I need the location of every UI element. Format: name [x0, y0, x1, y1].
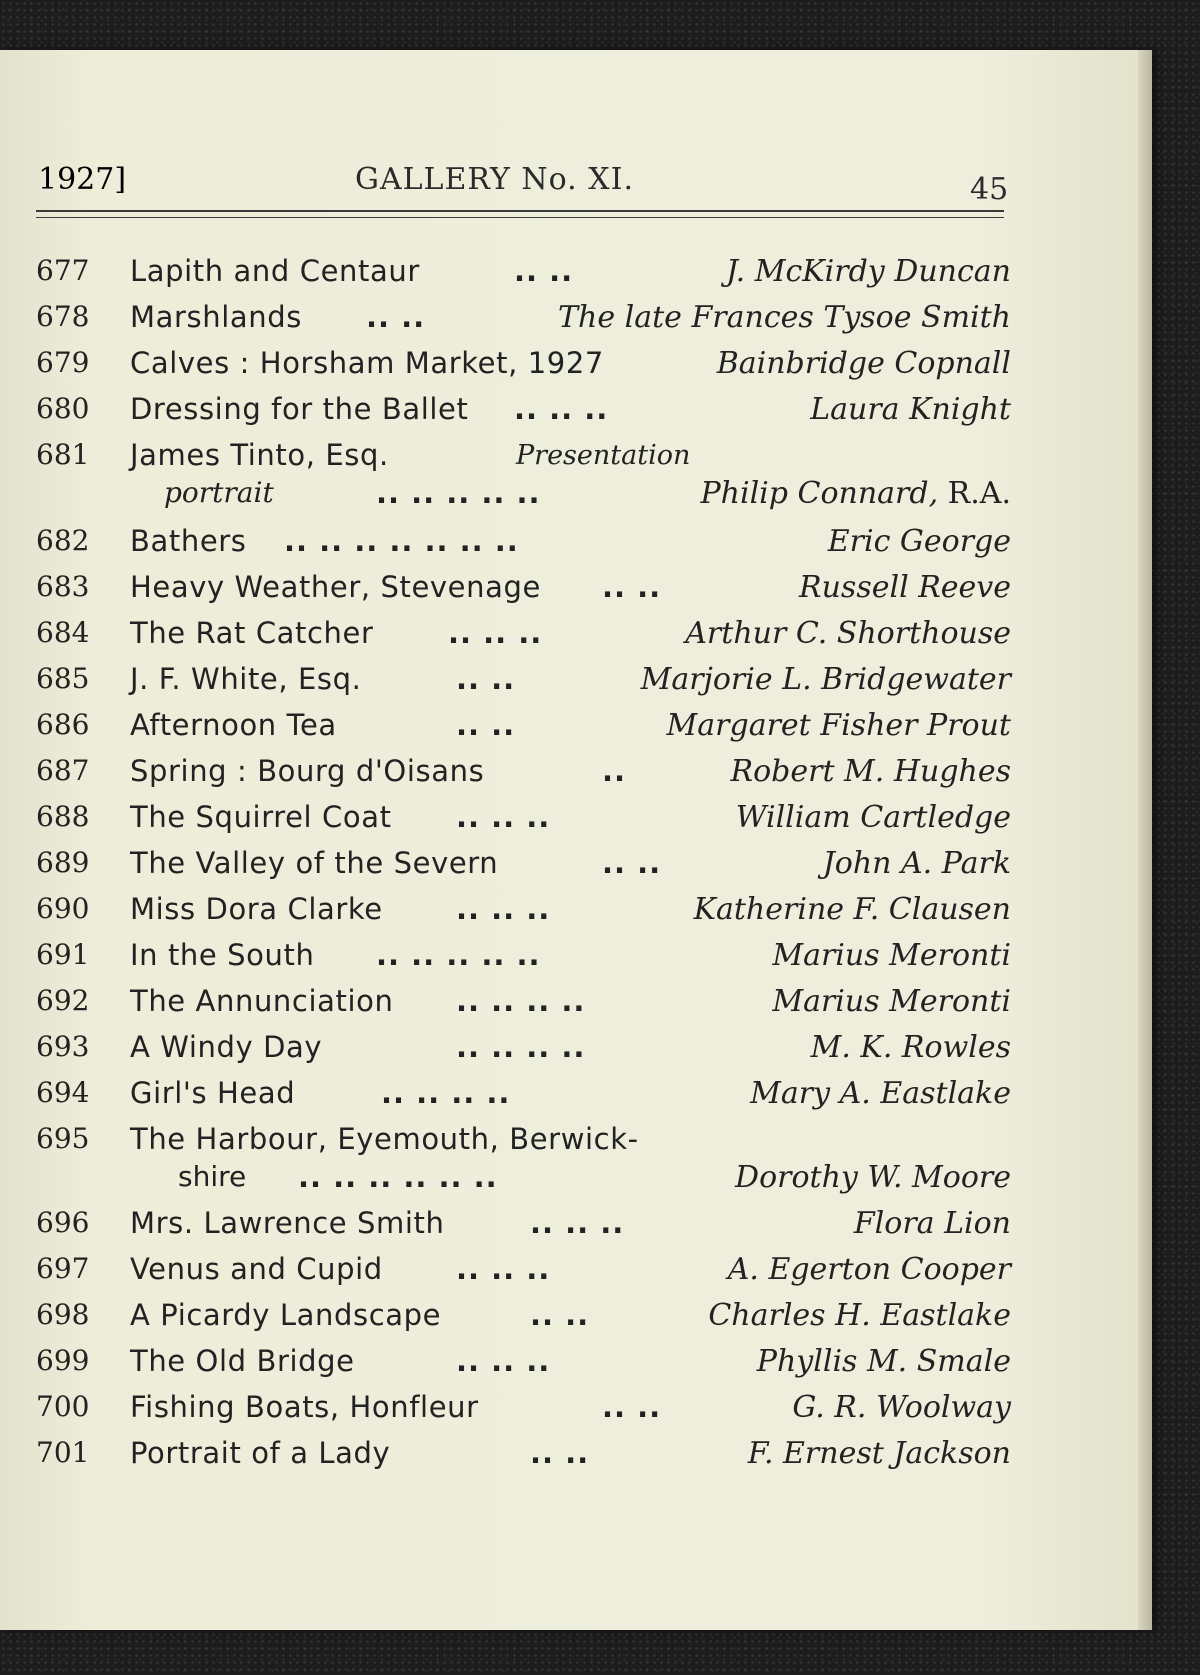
work-title: Portrait of a Lady: [130, 1436, 391, 1470]
list-item: [36, 662, 1011, 702]
dot-leader: .. ..: [456, 708, 516, 742]
dot-leader: .. .. ..: [456, 800, 551, 834]
artist-honour: R.A.: [947, 476, 1011, 511]
work-title: Miss Dora Clarke: [130, 892, 383, 926]
catalogue-number: 677: [36, 254, 90, 287]
catalogue-number: 693: [36, 1030, 90, 1063]
work-title-continuation: portrait: [164, 476, 274, 509]
list-item: [36, 1206, 1011, 1246]
artist-name: J. McKirdy Duncan: [725, 254, 1011, 289]
artist-name: A. Egerton Cooper: [727, 1252, 1011, 1287]
artist-name: Flora Lion: [853, 1206, 1011, 1241]
catalogue-number: 678: [36, 300, 90, 333]
dot-leader: .. ..: [530, 1298, 590, 1332]
catalogue-number: 681: [36, 438, 90, 471]
artist-name: Laura Knight: [810, 392, 1011, 427]
work-note: Presentation: [516, 440, 691, 471]
dot-leader: .. ..: [602, 1390, 662, 1424]
artist-name: Marius Meronti: [772, 984, 1011, 1019]
dot-leader: .. ..: [456, 662, 516, 696]
catalogue-number: 691: [36, 938, 90, 971]
dot-leader: .. .. .. .. .. .. ..: [284, 524, 519, 558]
catalogue-number: 689: [36, 846, 90, 879]
list-item: [36, 938, 1011, 978]
catalogue-number: 688: [36, 800, 90, 833]
list-item: [36, 1076, 1011, 1116]
work-title: The Old Bridge: [130, 1344, 355, 1378]
list-item: [36, 754, 1011, 794]
artist-name: Eric George: [827, 524, 1011, 559]
work-title: The Squirrel Coat: [130, 800, 392, 834]
catalogue-number: 701: [36, 1436, 90, 1469]
artist-name: Marius Meronti: [772, 938, 1011, 973]
catalogue-number: 683: [36, 570, 90, 603]
list-item: [36, 1390, 1011, 1430]
page-number: 45: [970, 172, 1009, 207]
work-title: The Valley of the Severn: [130, 846, 499, 880]
work-title: A Windy Day: [130, 1030, 323, 1064]
dot-leader: .. .. .. .. ..: [376, 476, 541, 510]
work-title: Calves : Horsham Market, 1927: [130, 346, 604, 380]
dot-leader: .. ..: [366, 300, 426, 334]
catalogue-number: 684: [36, 616, 90, 649]
list-item: [36, 800, 1011, 840]
dot-leader: ..: [602, 754, 627, 788]
catalogue-number: 692: [36, 984, 90, 1017]
dot-leader: .. .. ..: [456, 1252, 551, 1286]
list-item: [36, 1436, 1011, 1476]
list-item: [36, 1298, 1011, 1338]
dot-leader: .. .. .. .. .. ..: [298, 1160, 498, 1194]
catalogue-number: 680: [36, 392, 90, 425]
work-title: Fishing Boats, Honfleur: [130, 1390, 479, 1424]
work-title: The Harbour, Eyemouth, Berwick-: [130, 1122, 639, 1156]
artist-name: Phyllis M. Smale: [756, 1344, 1011, 1379]
list-item: [36, 708, 1011, 748]
list-item: [36, 892, 1011, 932]
dot-leader: .. .. .. ..: [456, 984, 586, 1018]
work-title: Marshlands: [130, 300, 302, 334]
artist-name: F. Ernest Jackson: [747, 1436, 1011, 1471]
catalogue-number: 679: [36, 346, 90, 379]
dot-leader: .. ..: [602, 846, 662, 880]
work-title: Venus and Cupid: [130, 1252, 383, 1286]
artist-name: Arthur C. Shorthouse: [685, 616, 1011, 651]
artist-name: G. R. Woolway: [792, 1390, 1011, 1425]
catalogue-number: 697: [36, 1252, 90, 1285]
catalogue-number: 686: [36, 708, 90, 741]
catalogue-number: 696: [36, 1206, 90, 1239]
artist-name: M. K. Rowles: [810, 1030, 1011, 1065]
artist-name: William Cartledge: [735, 800, 1011, 835]
list-item: [36, 1030, 1011, 1070]
dot-leader: .. .. .. ..: [381, 1076, 511, 1110]
dot-leader: .. .. ..: [456, 1344, 551, 1378]
artist-name: Mary A. Eastlake: [750, 1076, 1011, 1111]
list-item: [36, 346, 1011, 386]
work-title: The Rat Catcher: [130, 616, 374, 650]
list-item: [36, 392, 1011, 432]
catalogue-number: 687: [36, 754, 90, 787]
dot-leader: .. ..: [602, 570, 662, 604]
dot-leader: .. .. .. .. ..: [376, 938, 541, 972]
list-item: [36, 1344, 1011, 1384]
artist-name: [700, 476, 1011, 511]
dot-leader: .. .. ..: [530, 1206, 625, 1240]
list-item: [36, 254, 1011, 294]
artist-name: John A. Park: [822, 846, 1011, 881]
list-item: [36, 300, 1011, 340]
work-title: James Tinto, Esq.: [130, 438, 389, 472]
list-item: [36, 984, 1011, 1024]
list-item: [36, 570, 1011, 610]
artist-name: Bainbridge Copnall: [716, 346, 1011, 381]
dot-leader: .. ..: [514, 254, 574, 288]
dot-leader: .. .. ..: [514, 392, 609, 426]
catalogue-number: 698: [36, 1298, 90, 1331]
list-item: [36, 616, 1011, 656]
list-item: [36, 846, 1011, 886]
artist-name: Charles H. Eastlake: [708, 1298, 1011, 1333]
work-title: Lapith and Centaur: [130, 254, 420, 288]
work-title: J. F. White, Esq.: [130, 662, 362, 696]
work-title: In the South: [130, 938, 315, 972]
dot-leader: .. ..: [530, 1436, 590, 1470]
work-title-continuation: shire: [178, 1160, 247, 1193]
catalogue-number: 695: [36, 1122, 90, 1155]
work-title: Heavy Weather, Stevenage: [130, 570, 541, 604]
dot-leader: .. .. ..: [448, 616, 543, 650]
list-item: [36, 524, 1011, 564]
dot-leader: .. .. .. ..: [456, 1030, 586, 1064]
catalogue-page: [0, 50, 1152, 1630]
list-item: [36, 438, 1011, 528]
artist-name-text: Philip Connard,: [700, 476, 939, 511]
year-label: 1927]: [38, 162, 127, 197]
catalogue-number: 682: [36, 524, 90, 557]
list-item: [36, 1122, 1011, 1212]
dot-leader: .. .. ..: [456, 892, 551, 926]
artist-name: The late Frances Tysoe Smith: [558, 300, 1011, 335]
work-title: Girl's Head: [130, 1076, 296, 1110]
entry-list: [0, 50, 1152, 1630]
work-title: Dressing for the Ballet: [130, 392, 469, 426]
catalogue-number: 694: [36, 1076, 90, 1109]
work-title: The Annunciation: [130, 984, 394, 1018]
work-title: A Picardy Landscape: [130, 1298, 442, 1332]
work-title: Bathers: [130, 524, 247, 558]
artist-name: Dorothy W. Moore: [735, 1160, 1011, 1195]
artist-name: Marjorie L. Bridgewater: [640, 662, 1011, 697]
artist-name: Robert M. Hughes: [730, 754, 1011, 789]
artist-name: Margaret Fisher Prout: [666, 708, 1011, 743]
artist-name: Katherine F. Clausen: [693, 892, 1011, 927]
catalogue-number: 685: [36, 662, 90, 695]
catalogue-number: 690: [36, 892, 90, 925]
page-title: GALLERY No. XI.: [355, 162, 634, 197]
work-title: Mrs. Lawrence Smith: [130, 1206, 445, 1240]
artist-name: Russell Reeve: [799, 570, 1011, 605]
catalogue-number: 700: [36, 1390, 90, 1423]
work-title: Spring : Bourg d'Oisans: [130, 754, 485, 788]
catalogue-number: 699: [36, 1344, 90, 1377]
work-title: Afternoon Tea: [130, 708, 337, 742]
list-item: [36, 1252, 1011, 1292]
